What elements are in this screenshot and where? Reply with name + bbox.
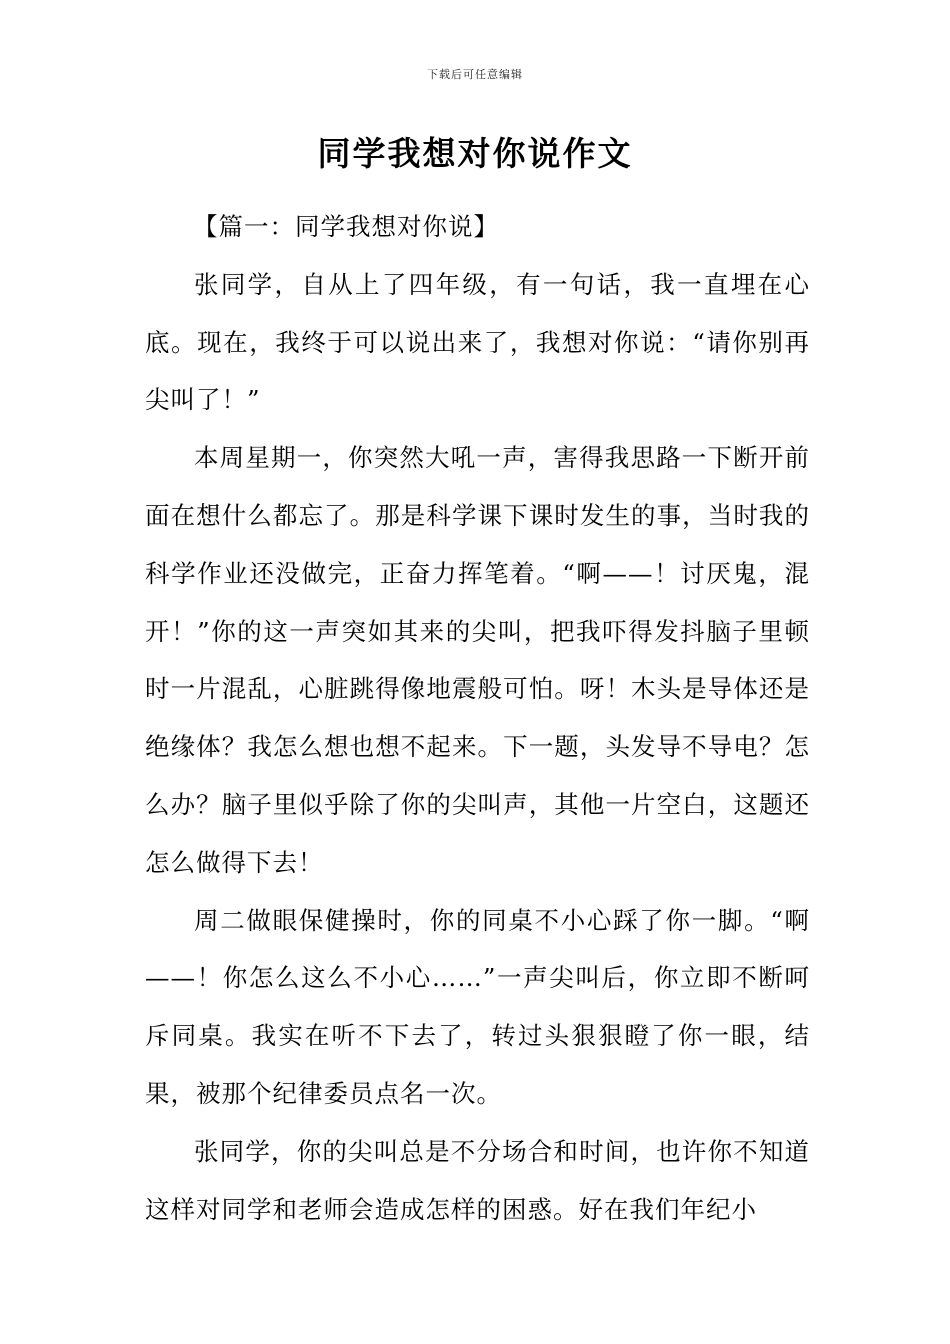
paragraph-1: 张同学，自从上了四年级，有一句话，我一直埋在心底。现在，我终于可以说出来了，我想对你说：“请你别再尖叫了！” xyxy=(145,269,810,415)
header-note: 下载后可任意编辑 xyxy=(427,68,523,81)
section-heading: 【篇一：同学我想对你说】 xyxy=(193,212,499,241)
document-body xyxy=(145,198,810,1238)
paragraph-4: 张同学，你的尖叫总是不分场合和时间，也许你不知道这样对同学和老师会造成怎样的困惑。好在我们年纪小 xyxy=(145,1136,810,1224)
document-title: 同学我想对你说作文 xyxy=(317,134,633,173)
paragraph-3: 周二做眼保健操时，你的同桌不小心踩了你一脚。“啊——！你怎么这么不小心……”一声尖叫后，你立即不断呵斥同桌。我实在听不下去了，转过头狠狠瞪了你一眼，结果，被那个纪律委员点名一次。 xyxy=(145,905,810,1108)
paragraph-2: 本周星期一，你突然大吼一声，害得我思路一下断开前面在想什么都忘了。那是科学课下课时发生的事，当时我的科学作业还没做完，正奋力挥笔着。“啊——！讨厌鬼，混开！”你的这一声突如其来的尖叫，把我吓得发抖脑子里顿时一片混乱，心脏跳得像地震般可怕。呀！木头是导体还是绝缘体？我怎么想也想不起来。下一题，头发导不导电？怎么办？脑子里似乎除了你的尖叫声，其他一片空白，这题还怎么做得下去！ xyxy=(145,443,810,877)
